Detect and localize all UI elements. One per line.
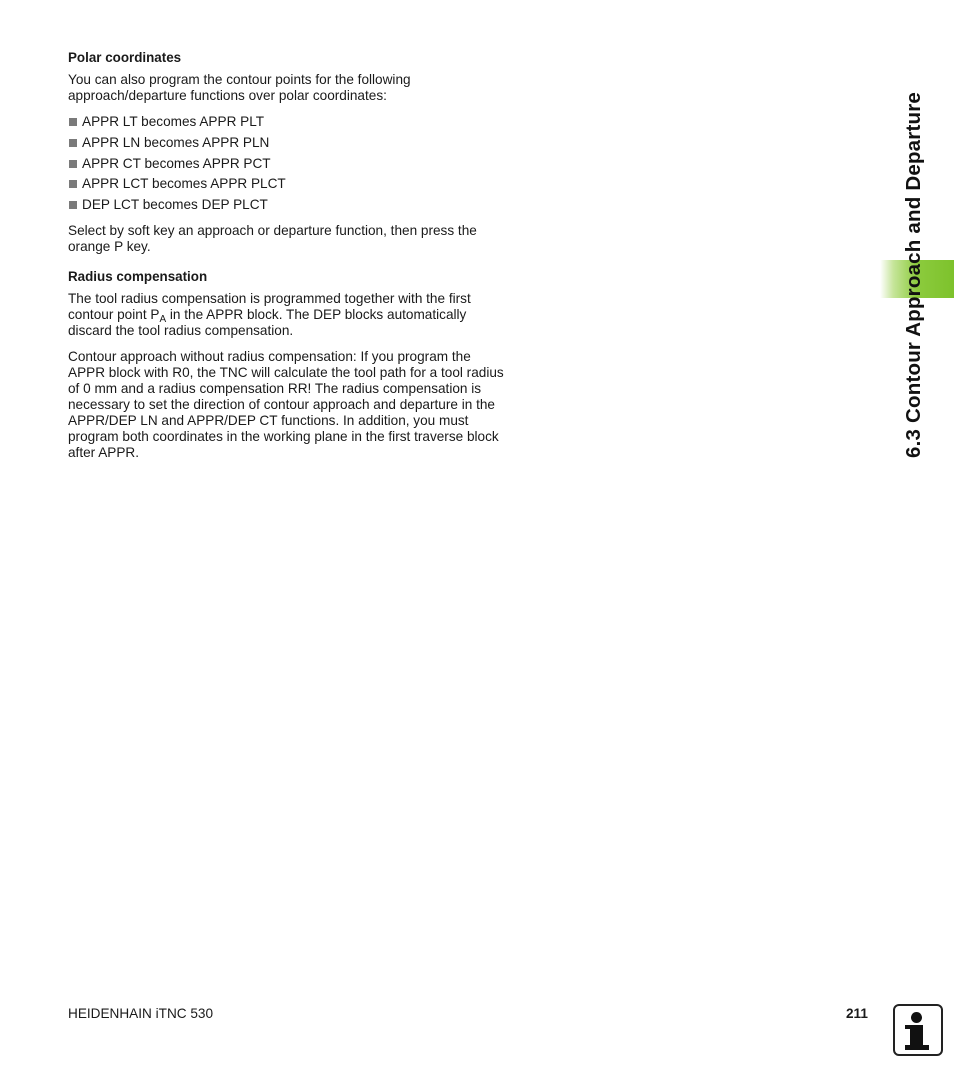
polar-list	[68, 114, 508, 213]
radius-para-2: Contour approach without radius compensation: If you program the APPR block with R0, the TNC will calculate the tool path for a tool radius of 0 mm and a radius compensation RR! The radius compensation is necessary to set the direction of contour approach and departure in the APPR/DEP LN and APPR/DEP CT functions. In addition, you must program both coordinates in the working plane in the first traverse block after APPR.	[68, 349, 504, 461]
info-icon	[893, 1004, 943, 1056]
list-item: APPR LN becomes APPR PLN	[68, 135, 508, 151]
bullet-square-icon	[69, 201, 77, 209]
polar-intro: You can also program the contour points for the following approach/departure functions over polar coordinates:	[68, 72, 411, 103]
bullet-square-icon	[69, 160, 77, 168]
bullet-square-icon	[69, 118, 77, 126]
heading-polar-coordinates: Polar coordinates	[68, 50, 182, 65]
list-item: APPR CT becomes APPR PCT	[68, 156, 508, 172]
bullet-square-icon	[69, 180, 77, 188]
list-item: APPR LCT becomes APPR PLCT	[68, 176, 508, 192]
list-item: APPR LT becomes APPR PLT	[68, 114, 508, 130]
page-number: 211	[846, 1006, 868, 1021]
footer-product: HEIDENHAIN iTNC 530	[68, 1006, 214, 1021]
radius-para-1: The tool radius compensation is programmed together with the first contour point $P_A$ in the APPR block. The DEP blocks automatically discard the tool radius compensation.	[68, 291, 471, 339]
bullet-square-icon	[69, 139, 77, 147]
chapter-title-text: 6.3 Contour Approach and Departure	[902, 92, 926, 458]
chapter-title	[898, 50, 930, 500]
polar-outro: Select by soft key an approach or departure function, then press the orange P key.	[68, 223, 477, 255]
main-content	[68, 50, 508, 471]
list-item: DEP LCT becomes DEP PLCT	[68, 197, 508, 213]
heading-radius-compensation: Radius compensation	[68, 269, 208, 285]
